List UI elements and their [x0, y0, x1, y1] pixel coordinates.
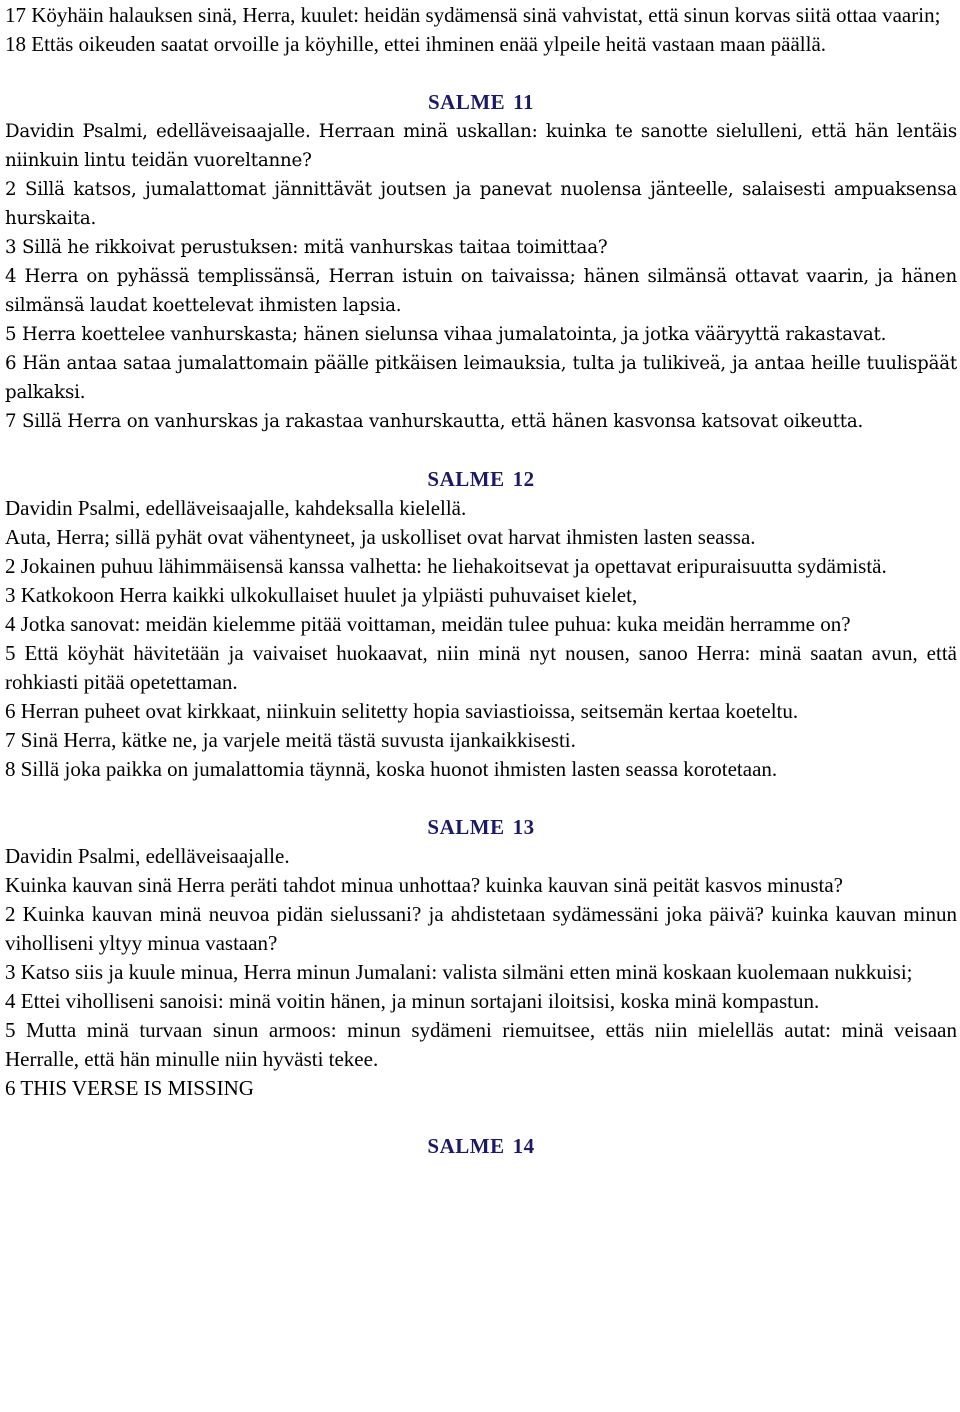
- verse: Davidin Psalmi, edelläveisaajalle.: [5, 844, 290, 868]
- verse: 6 THIS VERSE IS MISSING: [5, 1076, 254, 1100]
- psalm-title: [5, 1132, 957, 1161]
- verse: 2 Sillä katsos, jumalattomat jännittävät joutsen ja panevat nuolensa jänteelle, salaisesti ampuaksensa hurskaita.: [5, 179, 957, 229]
- verse: Davidin Psalmi, edelläveisaajalle. Herraan minä uskallan: kuinka te sanotte sielulleni, että hän lentäis niinkuin lintu teidän vuoreltanne?: [5, 121, 957, 171]
- verse: 5 Mutta minä turvaan sinun armoos: minun sydämeni riemuitsee, ettäs niin mielelläs autat: minä veisaan Herralle, että hän minulle niin hyvästi tekee.: [5, 1018, 957, 1071]
- psalm-title-word: SALME: [427, 1134, 505, 1158]
- verse: 6 Herran puheet ovat kirkkaat, niinkuin selitetty hopia saviastioissa, seitsemän kertaa koeteltu.: [5, 699, 799, 723]
- psalm-title: [5, 88, 957, 117]
- verse: 2 Jokainen puhuu lähimmäisensä kanssa valhetta: he liehakoitsevat ja opettavat eripuraisuutta sydämistä.: [5, 554, 887, 578]
- psalm-title-number: 14: [512, 1134, 535, 1158]
- document-page: [5, 1, 957, 1161]
- verse: Kuinka kauvan sinä Herra peräti tahdot minua unhottaa? kuinka kauvan sinä peität kasvos minusta?: [5, 873, 844, 897]
- psalm-title-word: SALME: [427, 815, 505, 839]
- verse: 17 Köyhäin halauksen sinä, Herra, kuulet: heidän sydämensä sinä vahvistat, että sinun korvas siitä ottaa vaarin;: [5, 3, 941, 27]
- psalm-13: [5, 813, 957, 1103]
- intro-verses: [5, 1, 957, 59]
- psalm-title-number: 12: [512, 467, 535, 491]
- verse: 3 Sillä he rikkoivat perustuksen: mitä vanhurskas taitaa toimittaa?: [5, 237, 608, 258]
- verse: 18 Ettäs oikeuden saatat orvoille ja köyhille, ettei ihminen enää ylpeile heitä vastaan maan päällä.: [5, 32, 827, 56]
- verse: 6 Hän antaa sataa jumalattomain päälle pitkäisen leimauksia, tulta ja tulikiveä, ja antaa heille tuulispäät palkaksi.: [5, 353, 957, 403]
- verse: 7 Sinä Herra, kätke ne, ja varjele meitä tästä suvusta ijankaikkisesti.: [5, 728, 576, 752]
- psalm-title-word: SALME: [427, 467, 505, 491]
- verse: Auta, Herra; sillä pyhät ovat vähentyneet, ja uskolliset ovat harvat ihmisten lasten seassa.: [5, 525, 756, 549]
- verse: 3 Katkokoon Herra kaikki ulkokullaiset huulet ja ylpiästi puhuvaiset kielet,: [5, 583, 638, 607]
- psalm-title: [5, 813, 957, 842]
- psalm-title-word: SALME: [427, 90, 506, 114]
- verse: 8 Sillä joka paikka on jumalattomia täynnä, koska huonot ihmisten lasten seassa korotetaan.: [5, 757, 778, 781]
- verse: 4 Ettei viholliseni sanoisi: minä voitin hänen, ja minun sortajani iloitsisi, koska minä kompastun.: [5, 989, 820, 1013]
- verse: 4 Jotka sanovat: meidän kielemme pitää voittaman, meidän tulee puhua: kuka meidän herramme on?: [5, 612, 851, 636]
- psalm-title-number: 11: [513, 90, 535, 114]
- psalm-12: [5, 465, 957, 784]
- verse: Davidin Psalmi, edelläveisaajalle, kahdeksalla kielellä.: [5, 496, 467, 520]
- verse: 3 Katso siis ja kuule minua, Herra minun Jumalani: valista silmäni etten minä koskaan kuolemaan nukkuisi;: [5, 960, 913, 984]
- verse: 5 Herra koettelee vanhurskasta; hänen sielunsa vihaa jumalatointa, ja jotka vääryyttä rakastavat.: [5, 324, 887, 345]
- psalm-11: [5, 88, 957, 436]
- verse: 2 Kuinka kauvan minä neuvoa pidän sielussani? ja ahdistetaan sydämessäni joka päivä? kuinka kauvan minun viholliseni yltyy minua vastaan?: [5, 902, 957, 955]
- psalm-title: [5, 465, 957, 494]
- verse: 4 Herra on pyhässä templissänsä, Herran istuin on taivaissa; hänen silmänsä ottavat vaarin, ja hänen silmänsä laudat koettelevat ihmisten lapsia.: [5, 266, 957, 316]
- psalm-14: [5, 1132, 957, 1161]
- verse: 7 Sillä Herra on vanhurskas ja rakastaa vanhurskautta, että hänen kasvonsa katsovat oikeutta.: [5, 411, 864, 432]
- verse: 5 Että köyhät hävitetään ja vaivaiset huokaavat, niin minä nyt nousen, sanoo Herra: minä saatan avun, että rohkiasti pitää opetettaman.: [5, 641, 957, 694]
- psalm-title-number: 13: [512, 815, 535, 839]
- psalm-verses: [5, 494, 957, 784]
- psalm-verses: [5, 117, 957, 436]
- psalm-verses: [5, 842, 957, 1103]
